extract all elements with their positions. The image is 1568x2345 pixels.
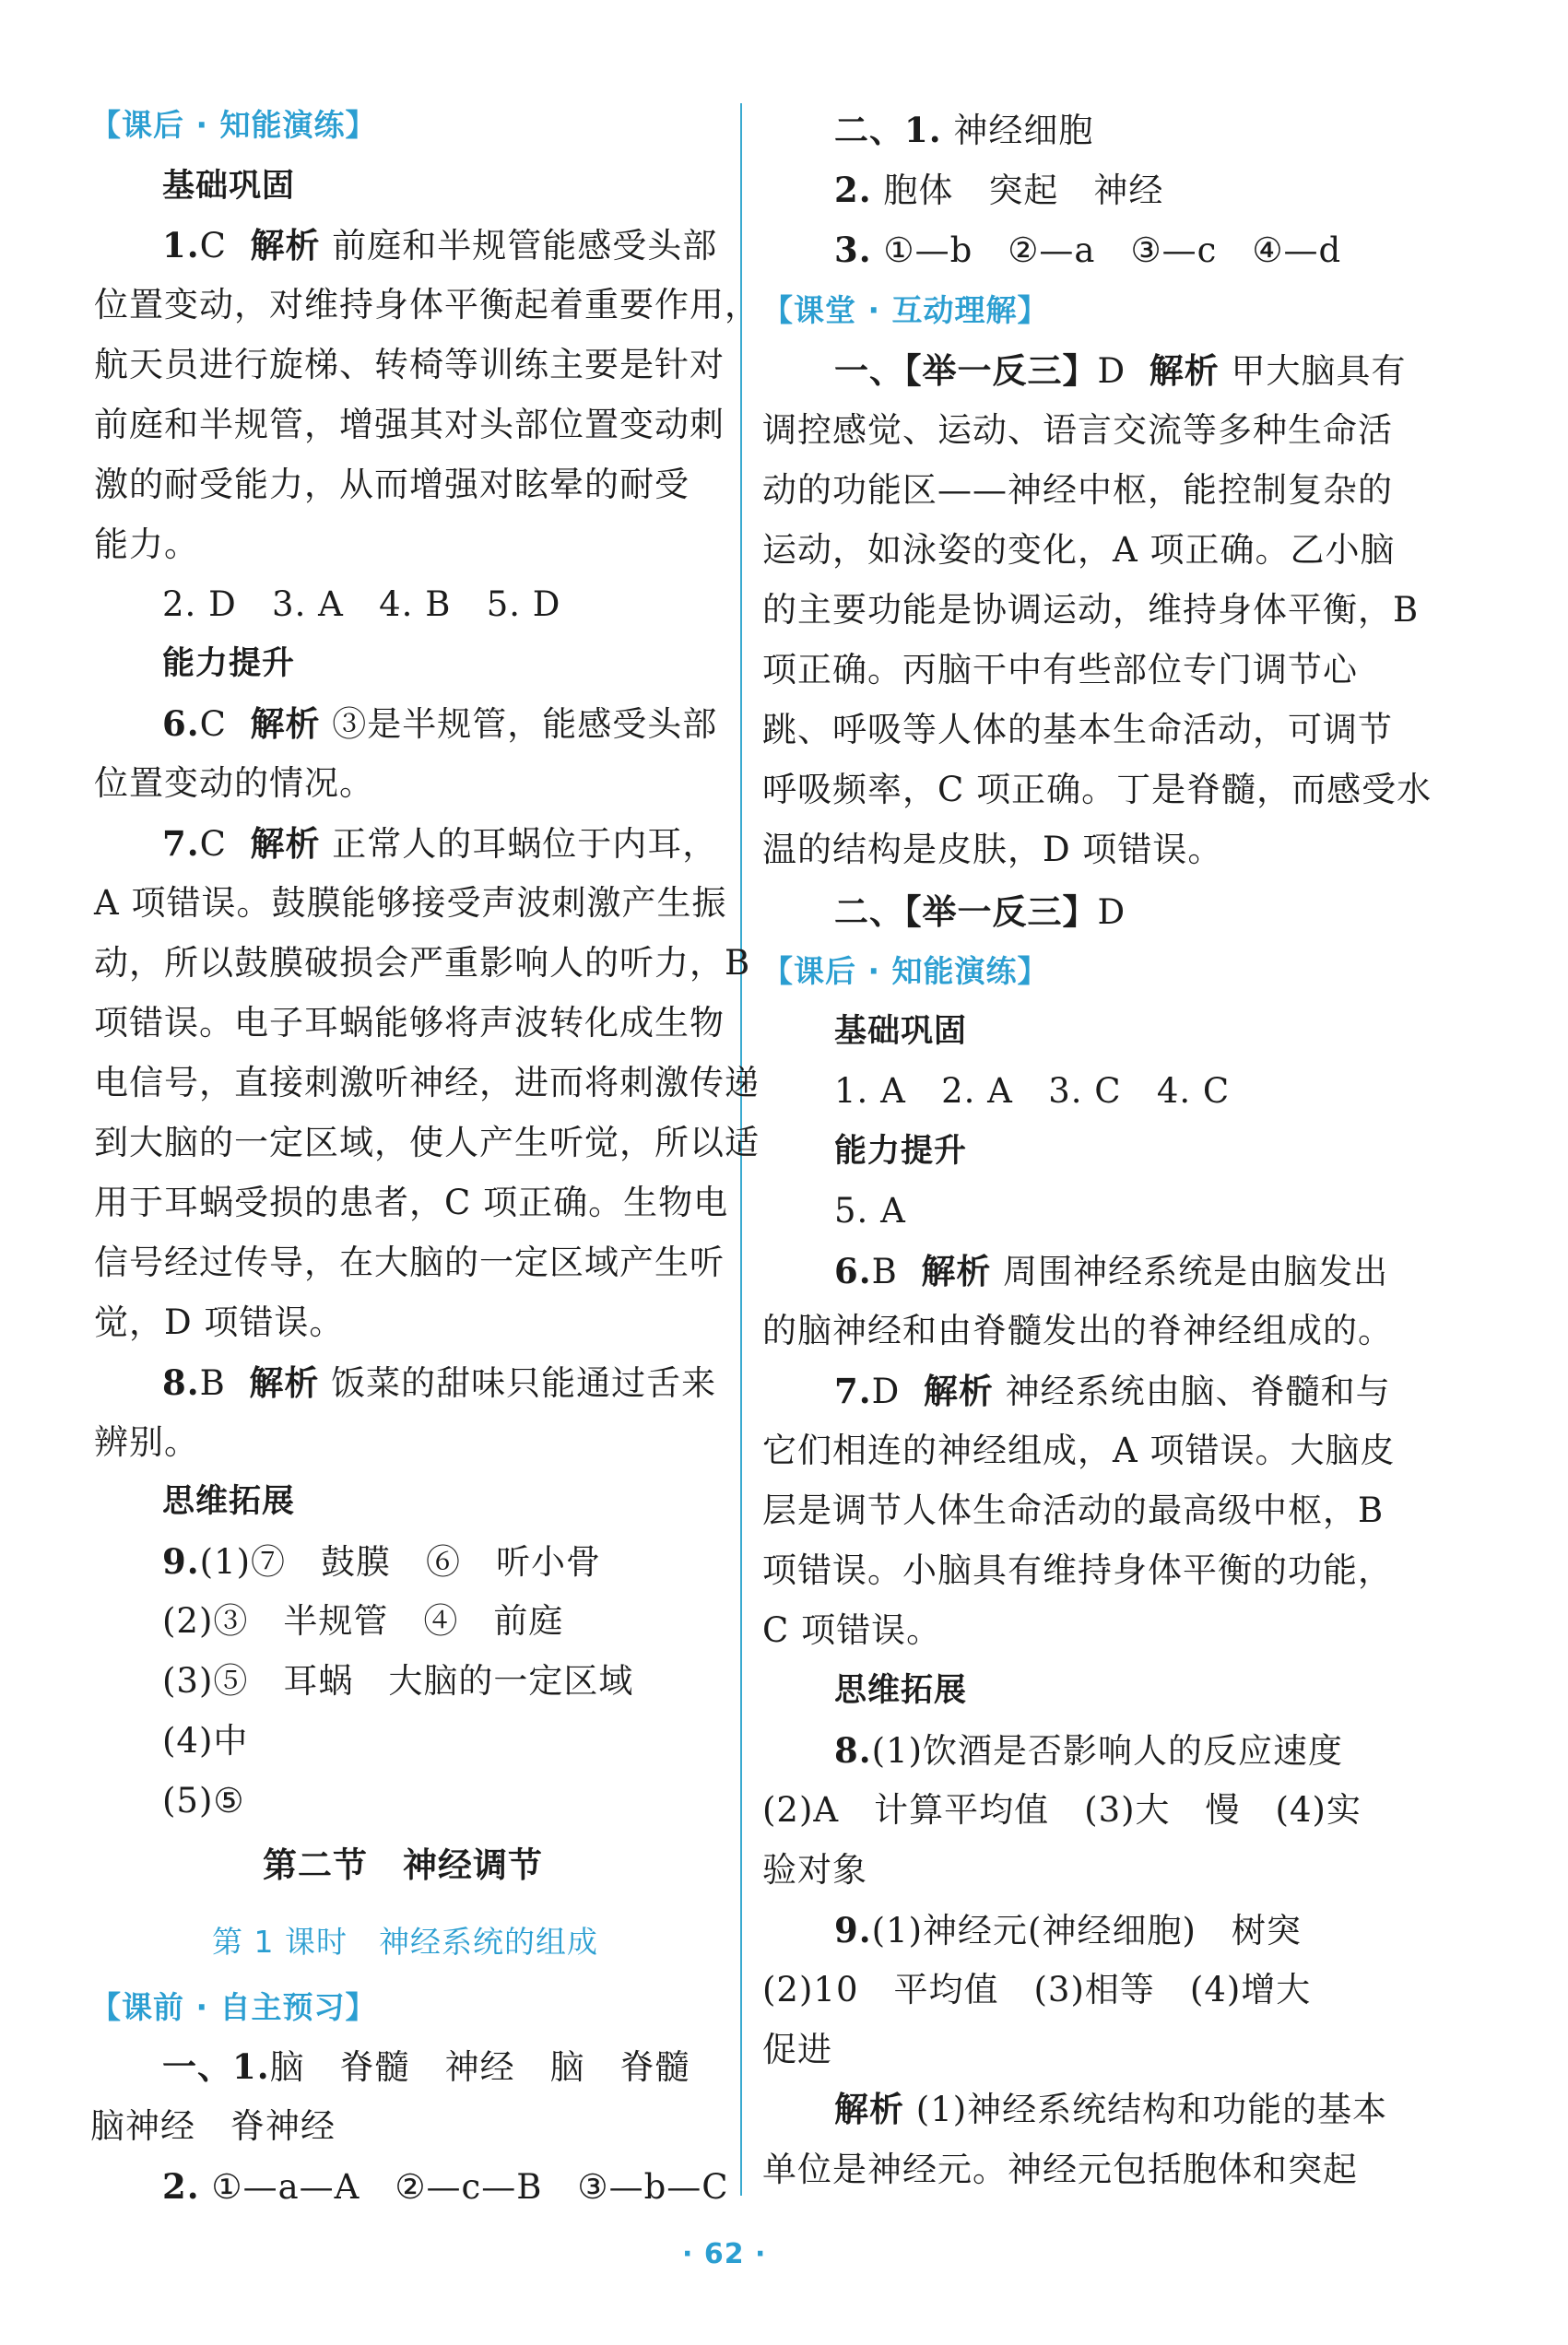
classroom-answer-1-line-4: 运动，如泳姿的变化，A 项正确。乙小脑 (762, 530, 1396, 570)
answer-q9-line-1: 9.(1)⑦ 鼓膜 ⑥ 听小骨 (162, 1541, 602, 1582)
answer-k6-line-1: 6.B 解析 周围神经系统是由脑发出 (834, 1251, 1389, 1291)
answer-q7-line-3: 动，所以鼓膜破损会严重影响人的听力，B (94, 943, 751, 983)
answer-q7-line-9: 觉，D 项错误。 (94, 1302, 345, 1342)
subheading-basic-2: 基础巩固 (834, 1013, 968, 1050)
classroom-answer-1-line-8: 呼吸频率，C 项正确。丁是脊髓，而感受水 (762, 770, 1432, 809)
answer-k8-line-1: 8.(1)饮酒是否影响人的反应速度 (834, 1730, 1344, 1771)
analysis-label: 解析 (249, 1363, 320, 1403)
answer-q9-line-3: (3)⑤ 耳蜗 大脑的一定区域 (162, 1661, 634, 1701)
answer-q1-line-4: 前庭和半规管，增强其对头部位置变动刺 (94, 405, 725, 444)
analysis-label: 解析 (250, 824, 321, 864)
answer-k7-line-3: 层是调节人体生命活动的最高级中枢，B (762, 1491, 1385, 1530)
answer-k8-line-2: (2)A 计算平均值 (3)大 慢 (4)实 (762, 1790, 1362, 1830)
answer-k7-line-1: 7.D 解析 神经系统由脑、脊髓和与 (834, 1371, 1391, 1411)
answer-q7-line-8: 信号经过传导，在大脑的一定区域产生听 (94, 1243, 725, 1282)
analysis-label: 解析 (834, 2090, 904, 2129)
answer-k5: 5. A (834, 1191, 906, 1231)
chapter-title: 第二节 神经调节 (263, 1845, 543, 1885)
classroom-answer-2: 二、【举一反三】D (834, 891, 1126, 932)
answer-q9-line-4: (4)中 (162, 1721, 249, 1761)
preview-answer-r3: 3. ①—b ②—a ③—c ④—d (834, 230, 1342, 270)
analysis-label: 解析 (250, 226, 321, 265)
answer-q1-line-5: 激的耐受能力，从而增强对眩晕的耐受 (94, 465, 690, 504)
answer-q7-line-5: 电信号，直接刺激听神经，进而将刺激传递 (94, 1063, 760, 1102)
preview-answer-r2: 2. 胞体 突起 神经 (834, 170, 1164, 210)
subheading-ability-2: 能力提升 (834, 1133, 968, 1170)
subheading-basic: 基础巩固 (162, 168, 296, 205)
answers-k1-k4: 1. A 2. A 3. C 4. C (834, 1071, 1231, 1111)
answer-q1-line-1: 1.C 解析 前庭和半规管能感受头部 (162, 225, 718, 265)
answer-k10-line-1: 解析 (1)神经系统结构和功能的基本 (834, 2090, 1388, 2129)
analysis-label: 解析 (923, 1372, 994, 1411)
analysis-label: 解析 (1149, 351, 1220, 391)
answer-k6-line-2: 的脑神经和由脊髓发出的脊神经组成的。 (762, 1311, 1393, 1350)
classroom-answer-1-line-3: 动的功能区——神经中枢，能控制复杂的 (762, 470, 1393, 510)
preview-answer-1-line-2: 脑神经 脊神经 (90, 2106, 336, 2146)
answer-q7-line-7: 用于耳蜗受损的患者，C 项正确。生物电 (94, 1183, 729, 1222)
answer-q7-line-4: 项错误。电子耳蜗能够将声波转化成生物 (94, 1003, 725, 1043)
classroom-answer-1-line-6: 项正确。丙脑干中有些部位专门调节心 (762, 650, 1358, 689)
analysis-label: 解析 (250, 704, 321, 744)
answer-q7-line-2: A 项错误。鼓膜能够接受声波刺激产生振 (94, 883, 727, 923)
answer-q6-line-2: 位置变动的情况。 (94, 763, 374, 803)
analysis-label: 解析 (921, 1252, 992, 1291)
answer-k7-line-5: C 项错误。 (762, 1610, 942, 1650)
answer-q7-line-6: 到大脑的一定区域，使人产生听觉，所以适 (94, 1123, 760, 1162)
answer-q7-line-1: 7.C 解析 正常人的耳蜗位于内耳， (162, 823, 718, 864)
preview-answer-2: 2. ①—a—A ②—c—B ③—b—C (162, 2166, 729, 2207)
preview-answer-r1: 二、1. 神经细胞 (834, 110, 1094, 150)
classroom-answer-1-line-1: 一、【举一反三】D 解析 甲大脑具有 (834, 350, 1407, 391)
answers-q2-q5: 2. D 3. A 4. B 5. D (162, 584, 561, 624)
answer-k7-line-2: 它们相连的神经组成，A 项错误。大脑皮 (762, 1431, 1396, 1470)
subheading-thinking-2: 思维拓展 (834, 1672, 968, 1709)
answer-q8-line-2: 辨别。 (94, 1422, 199, 1462)
answer-k9-line-3: 促进 (762, 2030, 832, 2069)
subheading-ability: 能力提升 (162, 645, 296, 682)
answer-q1-line-3: 航天员进行旋梯、转椅等训练主要是针对 (94, 345, 725, 384)
classroom-answer-1-line-9: 温的结构是皮肤，D 项错误。 (762, 830, 1223, 869)
section-heading-after-class: 【课后 · 知能演练】 (90, 107, 377, 143)
classroom-answer-1-line-2: 调控感觉、运动、语言交流等多种生命活 (762, 410, 1393, 450)
answer-q8-line-1: 8.B 解析 饭菜的甜味只能通过舌来 (162, 1362, 717, 1403)
answer-q1-line-2: 位置变动，对维持身体平衡起着重要作用， (94, 285, 760, 324)
answer-k9-line-2: (2)10 平均值 (3)相等 (4)增大 (762, 1970, 1312, 2009)
answer-k8-line-3: 验对象 (762, 1850, 867, 1890)
subheading-thinking: 思维拓展 (162, 1483, 296, 1520)
answer-q1-line-6: 能力。 (94, 524, 199, 564)
section-heading-after-class-2: 【课后 · 知能演练】 (762, 953, 1049, 989)
answer-k7-line-4: 项错误。小脑具有维持身体平衡的功能， (762, 1550, 1393, 1590)
page-number: · 62 · (682, 2238, 767, 2270)
section-heading-classroom: 【课堂 · 互动理解】 (762, 292, 1049, 328)
answer-q9-line-2: (2)③ 半规管 ④ 前庭 (162, 1601, 564, 1641)
lesson-title: 第 1 课时 神经系统的组成 (212, 1924, 598, 1960)
answer-q9-line-5: (5)⑤ (162, 1781, 245, 1821)
answer-q6-line-1: 6.C 解析 ③是半规管，能感受头部 (162, 703, 718, 744)
preview-answer-1-line-1: 一、1.脑 脊髓 神经 脑 脊髓 (162, 2046, 690, 2087)
section-heading-preview: 【课前 · 自主预习】 (90, 1989, 377, 2025)
classroom-answer-1-line-5: 的主要功能是协调运动，维持身体平衡，B (762, 590, 1420, 630)
classroom-answer-1-line-7: 跳、呼吸等人体的基本生命活动，可调节 (762, 710, 1393, 749)
answer-k9-line-1: 9.(1)神经元(神经细胞) 树突 (834, 1910, 1302, 1950)
answer-k10-line-2: 单位是神经元。神经元包括胞体和突起 (762, 2150, 1358, 2189)
